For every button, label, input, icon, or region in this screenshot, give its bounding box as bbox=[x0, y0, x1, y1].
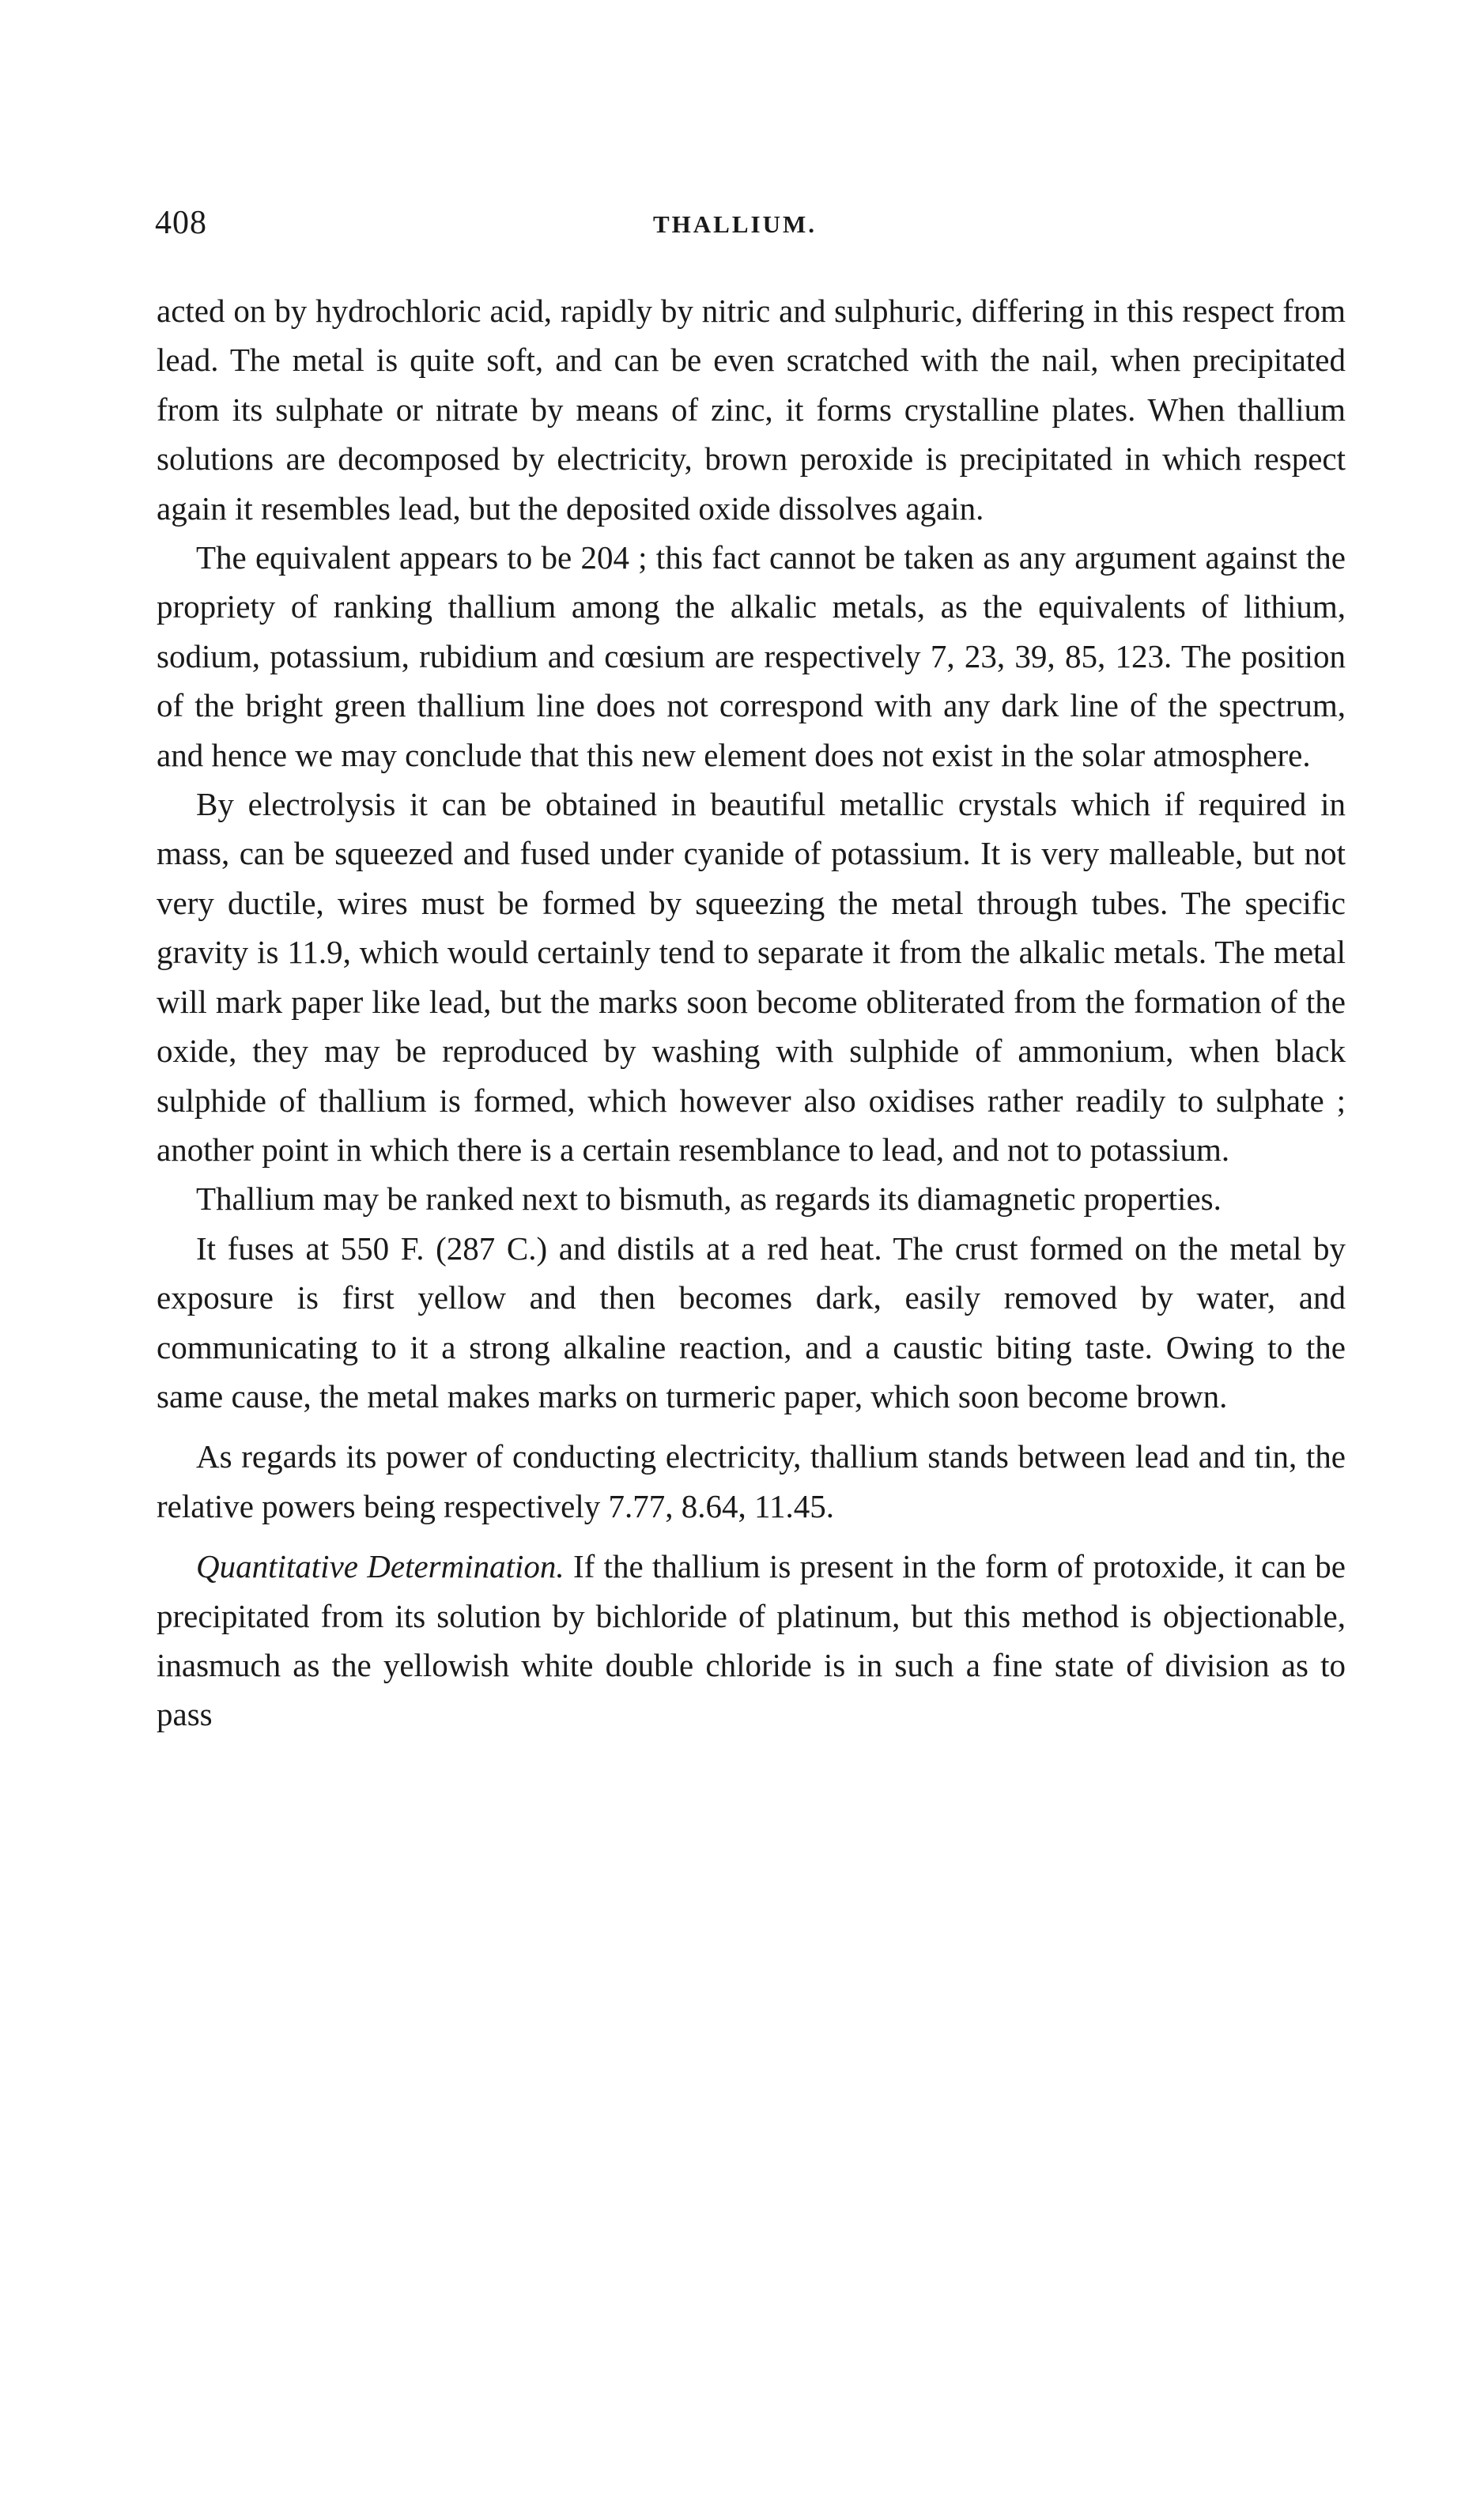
body-text bbox=[157, 286, 1346, 1739]
section-lead-italic: Quantitative Determination. bbox=[196, 1548, 565, 1585]
paragraph-continued: acted on by hydrochloric acid, rapidly by nitric and sulphuric, differing in this respect from lead. The metal is quite soft, and can be even scratched with the nail, when precipitated from its sulphate or nitrate by means of zinc, it forms crystalline plates. When thallium solutions are decomposed by electricity, brown peroxide is precipitated in which respect again it resembles lead, but the deposited oxide dissolves again. bbox=[157, 293, 1346, 527]
paragraph-conductivity: As regards its power of conducting electricity, thallium stands between lead and tin, the relative powers being respectively 7.77, 8.64, 11.45. bbox=[157, 1438, 1346, 1524]
paragraph-equivalent: The equivalent appears to be 204 ; this fact cannot be taken as any argument against the propriety of ranking thallium among the alkalic metals, as the equivalents of lithium, sodium, potassium, rubidium and cœsium are respectively 7, 23, 39, 85, 123. The position of the bright green thallium line does not correspond with any dark line of the spectrum, and hence we may conclude that this new element does not exist in the solar atmosphere. bbox=[157, 539, 1346, 773]
paragraph-electrolysis: By electrolysis it can be obtained in beautiful metallic crystals which if required in mass, can be squeezed and fused under cyanide of potassium. It is very malleable, but not very ductile, wires must be formed by squeezing the metal through tubes. The specific gravity is 11.9, which would certainly tend to separate it from the alkalic metals. The metal will mark paper like lead, but the marks soon become obliterated from the formation of the oxide, they may be reproduced by washing with sulphide of ammonium, when black sulphide of thallium is formed, which however also oxidises rather readily to sulphate ; another point in which there is a certain resemblance to lead, and not to potassium. bbox=[157, 786, 1346, 1168]
paragraph-quantitative-determination bbox=[157, 1542, 1346, 1739]
paragraph-diamagnetic: Thallium may be ranked next to bismuth, as regards its diamagnetic properties. bbox=[196, 1180, 1222, 1218]
running-head: THALLIUM. bbox=[653, 210, 817, 238]
page-number: 408 bbox=[155, 205, 207, 241]
paragraph-fusing-point: It fuses at 550 F. (287 C.) and distils at a red heat. The crust formed on the metal by exposure is first yellow and then becomes dark, easily removed by water, and communicating to it a strong alkaline reaction, and a caustic biting taste. Owing to the same cause, the metal makes marks on turmeric paper, which soon become brown. bbox=[157, 1229, 1346, 1414]
page-header bbox=[155, 204, 1341, 251]
section-text: If the thallium is present in the form of protoxide, it can be precipitated from its solution by bichloride of platinum, but this method is objectionable, inasmuch as the yellowish white double chloride is in such a fine state of division as to pass bbox=[157, 1548, 1346, 1733]
